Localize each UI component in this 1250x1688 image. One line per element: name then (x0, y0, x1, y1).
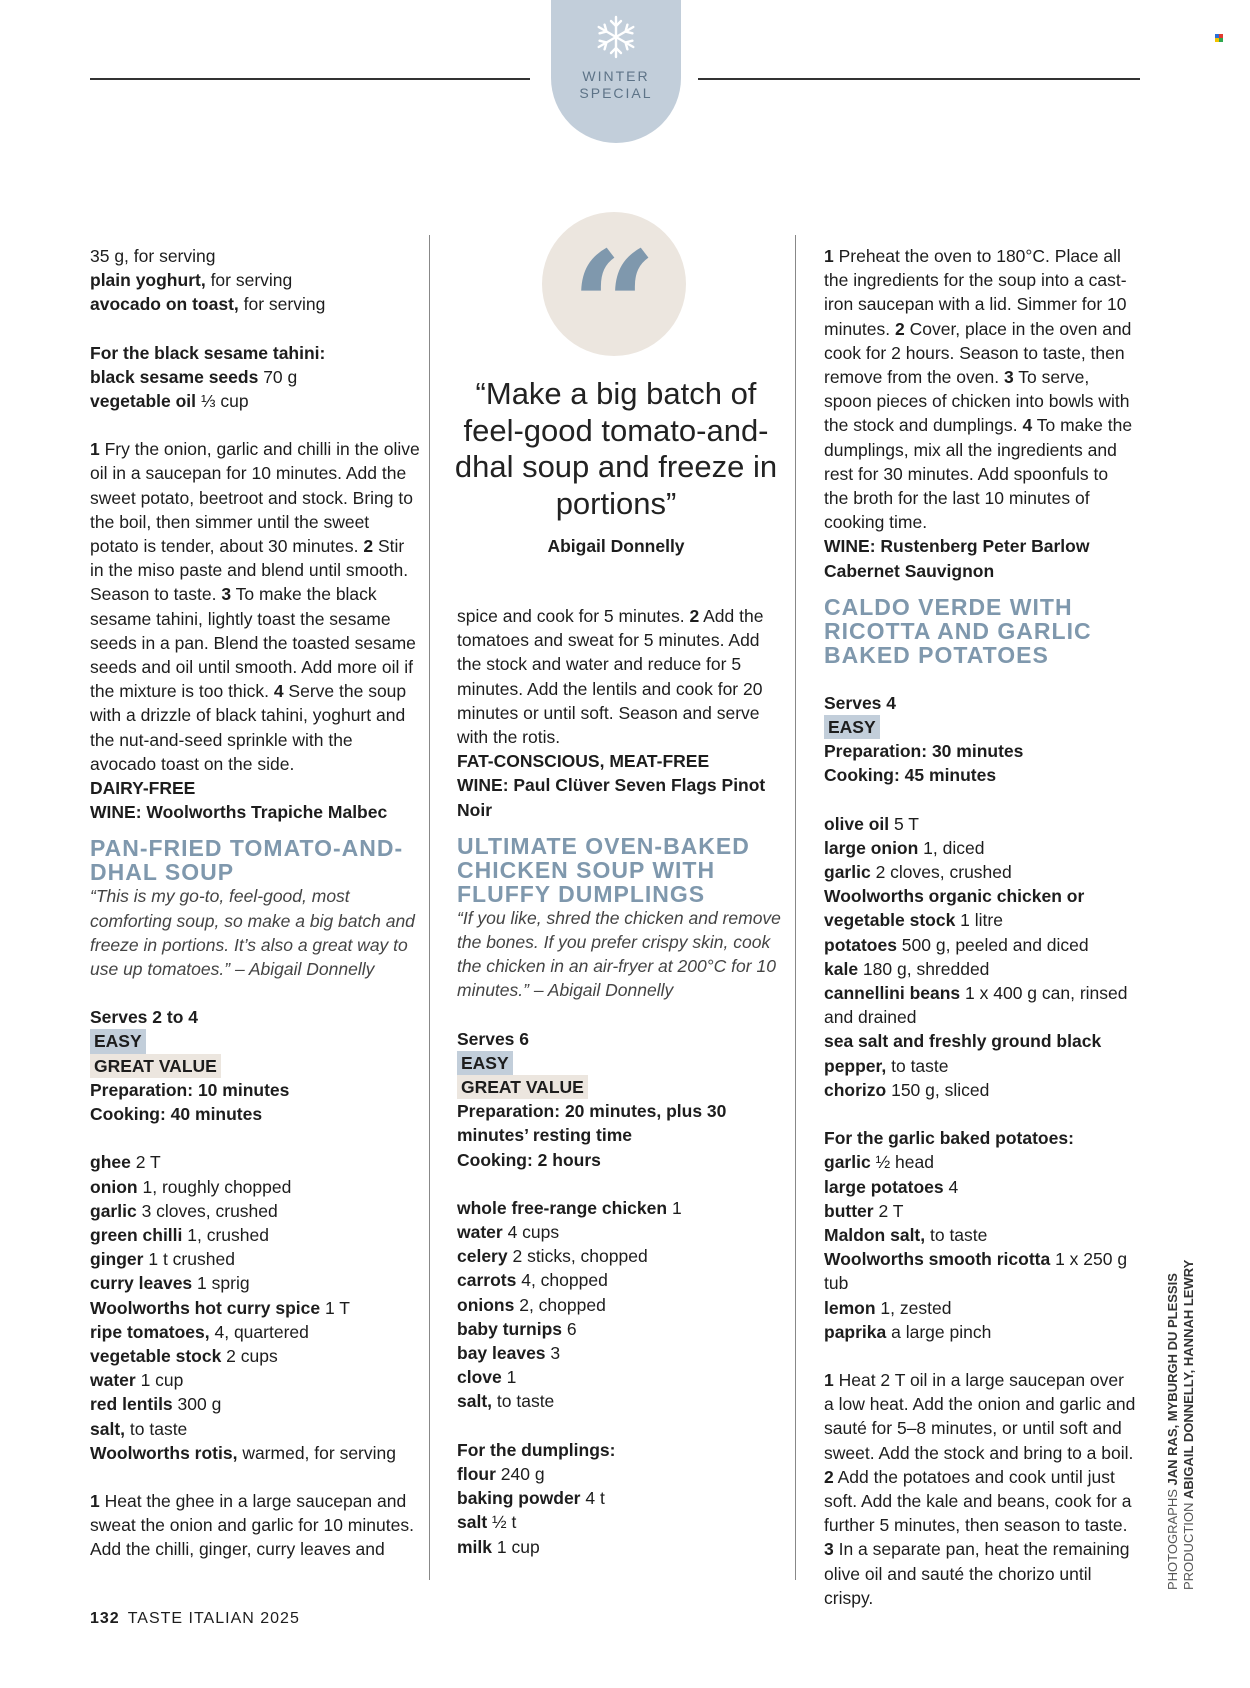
ingredient-item: olive oil 5 T (824, 813, 919, 834)
step-text: Add the tomatoes and sweat for 5 minutes. Add the stock and water and reduce for 5 minutes. Add the lentils and cook for 20 minutes or until soft. Season and serve with the rotis. (457, 606, 764, 748)
ingredient-item: curry leaves 1 sprig (90, 1273, 250, 1294)
ingredient-item: salt ½ t (457, 1512, 517, 1533)
header-rule-right (698, 78, 1140, 80)
step-number: 3 (221, 584, 232, 605)
ingredient-list (457, 1196, 782, 1414)
ingredient-item: whole free-range chicken 1 (457, 1197, 682, 1218)
column-1 (90, 244, 420, 1562)
step-text: Heat 2 T oil in a large saucepan over a low heat. Add the onion and garlic and sauté for 5–8 minutes, or until soft and sweet. Add the stock and bring to a boil. (824, 1369, 1136, 1463)
diet-label: DAIRY-FREE (90, 778, 196, 799)
winter-special-badge (551, 0, 681, 143)
ingredient-item: Woolworths rotis, warmed, for serving (90, 1442, 396, 1463)
ingredient-item: kale 180 g, shredded (824, 958, 990, 979)
step-number: 1 (824, 246, 834, 266)
quote-author: Abigail Donnelly (547, 536, 685, 556)
pull-quote: “Make a big batch of feel-good tomato-and-dhal soup and freeze in portions” (454, 376, 778, 521)
dumplings-heading: For the dumplings: (457, 1439, 616, 1460)
ingredient-item: clove 1 (457, 1367, 517, 1388)
publication-name: TASTE ITALIAN 2025 (127, 1610, 300, 1627)
badge-line-1: WINTER (582, 68, 650, 84)
ingredient-item: ripe tomatoes, 4, quartered (90, 1321, 309, 1342)
serving-lines (90, 244, 420, 317)
ingredient-item: ginger 1 t crushed (90, 1249, 235, 1270)
tahini-heading: For the black sesame tahini: (90, 342, 326, 363)
prep-time: Preparation: 10 minutes (90, 1079, 290, 1100)
ingredient-item: garlic 3 cloves, crushed (90, 1200, 278, 1221)
ingredient-item: vegetable oil ⅓ cup (90, 391, 249, 412)
serves: Serves 2 to 4 (90, 1007, 198, 1028)
easy-tag: EASY (457, 1051, 513, 1075)
method-paragraph (824, 1368, 1136, 1610)
step-text: In a separate pan, heat the remaining olive oil and sauté the chorizo until crispy. (824, 1539, 1130, 1608)
step-number: 2 (824, 1466, 834, 1487)
ingredient-item: cannellini beans 1 x 400 g can, rinsed and drained (824, 983, 1128, 1028)
recipe-title: CALDO VERDE WITH RICOTTA AND GARLIC BAKED POTATOES (824, 593, 1092, 668)
step-number: 3 (824, 1539, 834, 1560)
ingredient-item: garlic 2 cloves, crushed (824, 862, 1012, 883)
ingredient-item: onions 2, chopped (457, 1294, 606, 1315)
step-number: 2 (689, 606, 700, 626)
method-paragraph: 1 Heat the ghee in a large saucepan and sweat the onion and garlic for 10 minutes. Add the chilli, ginger, curry leaves and (90, 1490, 414, 1560)
ingredient-item: baby turnips 6 (457, 1318, 577, 1339)
step-text: spice and cook for 5 minutes. (457, 606, 690, 626)
ingredient-item: water 1 cup (90, 1370, 184, 1391)
step-number: 1 (824, 1369, 834, 1390)
ingredient-item: Maldon salt, to taste (824, 1224, 988, 1245)
cook-time: Cooking: 40 minutes (90, 1104, 263, 1125)
corner-mark-icon (1215, 34, 1223, 42)
ingredient-item: large potatoes 4 (824, 1176, 959, 1197)
ingredient-item: bay leaves 3 (457, 1343, 561, 1364)
ingredient-item: salt, to taste (90, 1418, 188, 1439)
page-number: 132 (90, 1610, 120, 1627)
diet-label: FAT-CONSCIOUS, MEAT-FREE (457, 751, 710, 772)
cook-time: Cooking: 45 minutes (824, 765, 997, 786)
step-text: Cover, place in the oven and cook for 2 hours. Season to taste, then remove from the oven. (824, 318, 1132, 388)
ingredient-item: vegetable stock 2 cups (90, 1345, 278, 1366)
step-text: Stir in the miso paste and blend until smooth. Season to taste. (90, 536, 409, 605)
ingredient-item: black sesame seeds 70 g (90, 366, 298, 387)
wine-pairing: WINE: Woolworths Trapiche Malbec (90, 802, 388, 823)
ingredient-item: flour 240 g (457, 1463, 545, 1484)
dumpling-ingredients (457, 1462, 782, 1559)
step-text: To serve, spoon pieces of chicken into bowls with the stock and dumplings. (824, 367, 1130, 436)
quote-mark-icon: “ (570, 219, 658, 395)
prep-time: Preparation: 20 minutes, plus 30 minutes’ resting time (457, 1101, 727, 1146)
step-number: 4 (1022, 415, 1033, 436)
prep-time: Preparation: 30 minutes (824, 741, 1024, 762)
ingredient-item: butter 2 T (824, 1200, 904, 1221)
great-value-tag: GREAT VALUE (457, 1075, 588, 1099)
ingredient-item: large onion 1, diced (824, 837, 985, 858)
ingredient-item: red lentils 300 g (90, 1394, 222, 1415)
potato-ingredients (824, 1150, 1136, 1344)
ingredient-item: water 4 cups (457, 1222, 560, 1243)
ingredient-item: ghee 2 T (90, 1152, 161, 1173)
ingredient-item: garlic ½ head (824, 1152, 934, 1173)
recipe-intro: “This is my go-to, feel-good, most comforting soup, so make a big batch and freeze in portions. It’s also a great way to use up tomatoes.” – Abigail Donnelly (90, 886, 415, 980)
column-divider (795, 235, 796, 1580)
column-3 (824, 244, 1136, 1610)
step-number: 1 (90, 439, 100, 460)
easy-tag: EASY (90, 1029, 146, 1053)
ingredient-item: green chilli 1, crushed (90, 1224, 269, 1245)
step-text: To make the black sesame tahini, lightly toast the sesame seeds in a pan. Blend the toasted sesame seeds and oil until smooth. Add more oil if the mixture is too thick. (90, 584, 416, 702)
step-text: Serve the soup with a drizzle of black tahini, yoghurt and the nut-and-seed sprinkle with the avocado toast on the side. (90, 681, 407, 774)
ingredient-item: baking powder 4 t (457, 1488, 605, 1509)
ingredient-item: salt, to taste (457, 1391, 555, 1412)
ingredient-item: sea salt and freshly ground black pepper, to taste (824, 1031, 1102, 1076)
ingredient-item: paprika a large pinch (824, 1321, 992, 1342)
step-text: Fry the onion, garlic and chilli in the olive oil in a saucepan for 10 minutes. Add the sweet potato, beetroot and stock. Bring to the boil, then simmer until the sweet potato is tender, about 30 minutes. (90, 439, 420, 557)
badge-line-2: SPECIAL (579, 85, 653, 101)
ingredient-item: carrots 4, chopped (457, 1270, 608, 1291)
method-continuation (457, 604, 782, 749)
serving-line: plain yoghurt, for serving (90, 270, 293, 291)
cook-time: Cooking: 2 hours (457, 1149, 601, 1170)
wine-pairing: WINE: Rustenberg Peter Barlow Cabernet Sauvignon (824, 536, 1090, 581)
quote-circle (542, 212, 686, 395)
page-footer (90, 1610, 300, 1628)
wine-pairing: WINE: Paul Clüver Seven Flags Pinot Noir (457, 775, 766, 820)
step-number: 4 (273, 681, 284, 702)
step-number: 2 (363, 536, 374, 557)
potatoes-heading: For the garlic baked potatoes: (824, 1128, 1074, 1149)
serving-line: 35 g, for serving (90, 246, 216, 266)
column-divider (429, 235, 430, 1580)
recipe-title: ULTIMATE OVEN-BAKED CHICKEN SOUP WITH FLUFFY DUMPLINGS (457, 832, 750, 907)
great-value-tag: GREAT VALUE (90, 1054, 221, 1078)
ingredient-list (90, 1150, 420, 1465)
serves: Serves 6 (457, 1028, 530, 1049)
header-rule-left (90, 78, 530, 80)
easy-tag: EASY (824, 715, 880, 739)
step-text: Preheat the oven to 180°C. Place all the ingredients for the soup into a cast-iron saucepan with a lid. Simmer for 10 minutes. (824, 246, 1127, 339)
ingredient-item: onion 1, roughly chopped (90, 1176, 292, 1197)
ingredient-item: lemon 1, zested (824, 1297, 952, 1318)
ingredient-item: milk 1 cup (457, 1536, 540, 1557)
recipe-intro: “If you like, shred the chicken and remove the bones. If you prefer crispy skin, cook the chicken in an air-fryer at 200°C for 10 minutes.” – Abigail Donnelly (457, 907, 781, 1001)
tahini-ingredients (90, 365, 420, 413)
ingredient-item: Woolworths hot curry spice 1 T (90, 1297, 350, 1318)
ingredient-item: potatoes 500 g, peeled and diced (824, 934, 1089, 955)
method-paragraph (90, 437, 420, 776)
serving-line: avocado on toast, for serving (90, 294, 326, 315)
step-number: 3 (1003, 367, 1014, 388)
recipe-title: PAN-FRIED TOMATO-AND-DHAL SOUP (90, 835, 404, 886)
serves: Serves 4 (824, 692, 897, 713)
method-paragraph (824, 244, 1136, 534)
step-text: Add the potatoes and cook until just soft. Add the kale and beans, cook for a further 5 minutes, then season to taste. (824, 1466, 1132, 1536)
ingredient-item: Woolworths organic chicken or vegetable stock 1 litre (824, 886, 1085, 931)
photo-credits: PHOTOGRAPHS JAN RAS, MYBURGH DU PLESSIS PRODUCTION ABIGAIL DONNELLY, HANNAH LEWRY (1165, 1259, 1196, 1590)
step-text: To make the dumplings, mix all the ingredients and rest for 30 minutes. Add spoonfuls to the broth for the last 10 minutes of cooking time. (824, 415, 1133, 533)
column-2 (457, 604, 782, 1559)
step-number: 2 (895, 318, 905, 339)
ingredient-item: Woolworths smooth ricotta 1 x 250 g tub (824, 1249, 1128, 1294)
snowflake-icon (593, 14, 639, 60)
ingredient-list (824, 812, 1136, 1102)
ingredient-item: celery 2 sticks, chopped (457, 1246, 648, 1267)
ingredient-item: chorizo 150 g, sliced (824, 1079, 990, 1100)
